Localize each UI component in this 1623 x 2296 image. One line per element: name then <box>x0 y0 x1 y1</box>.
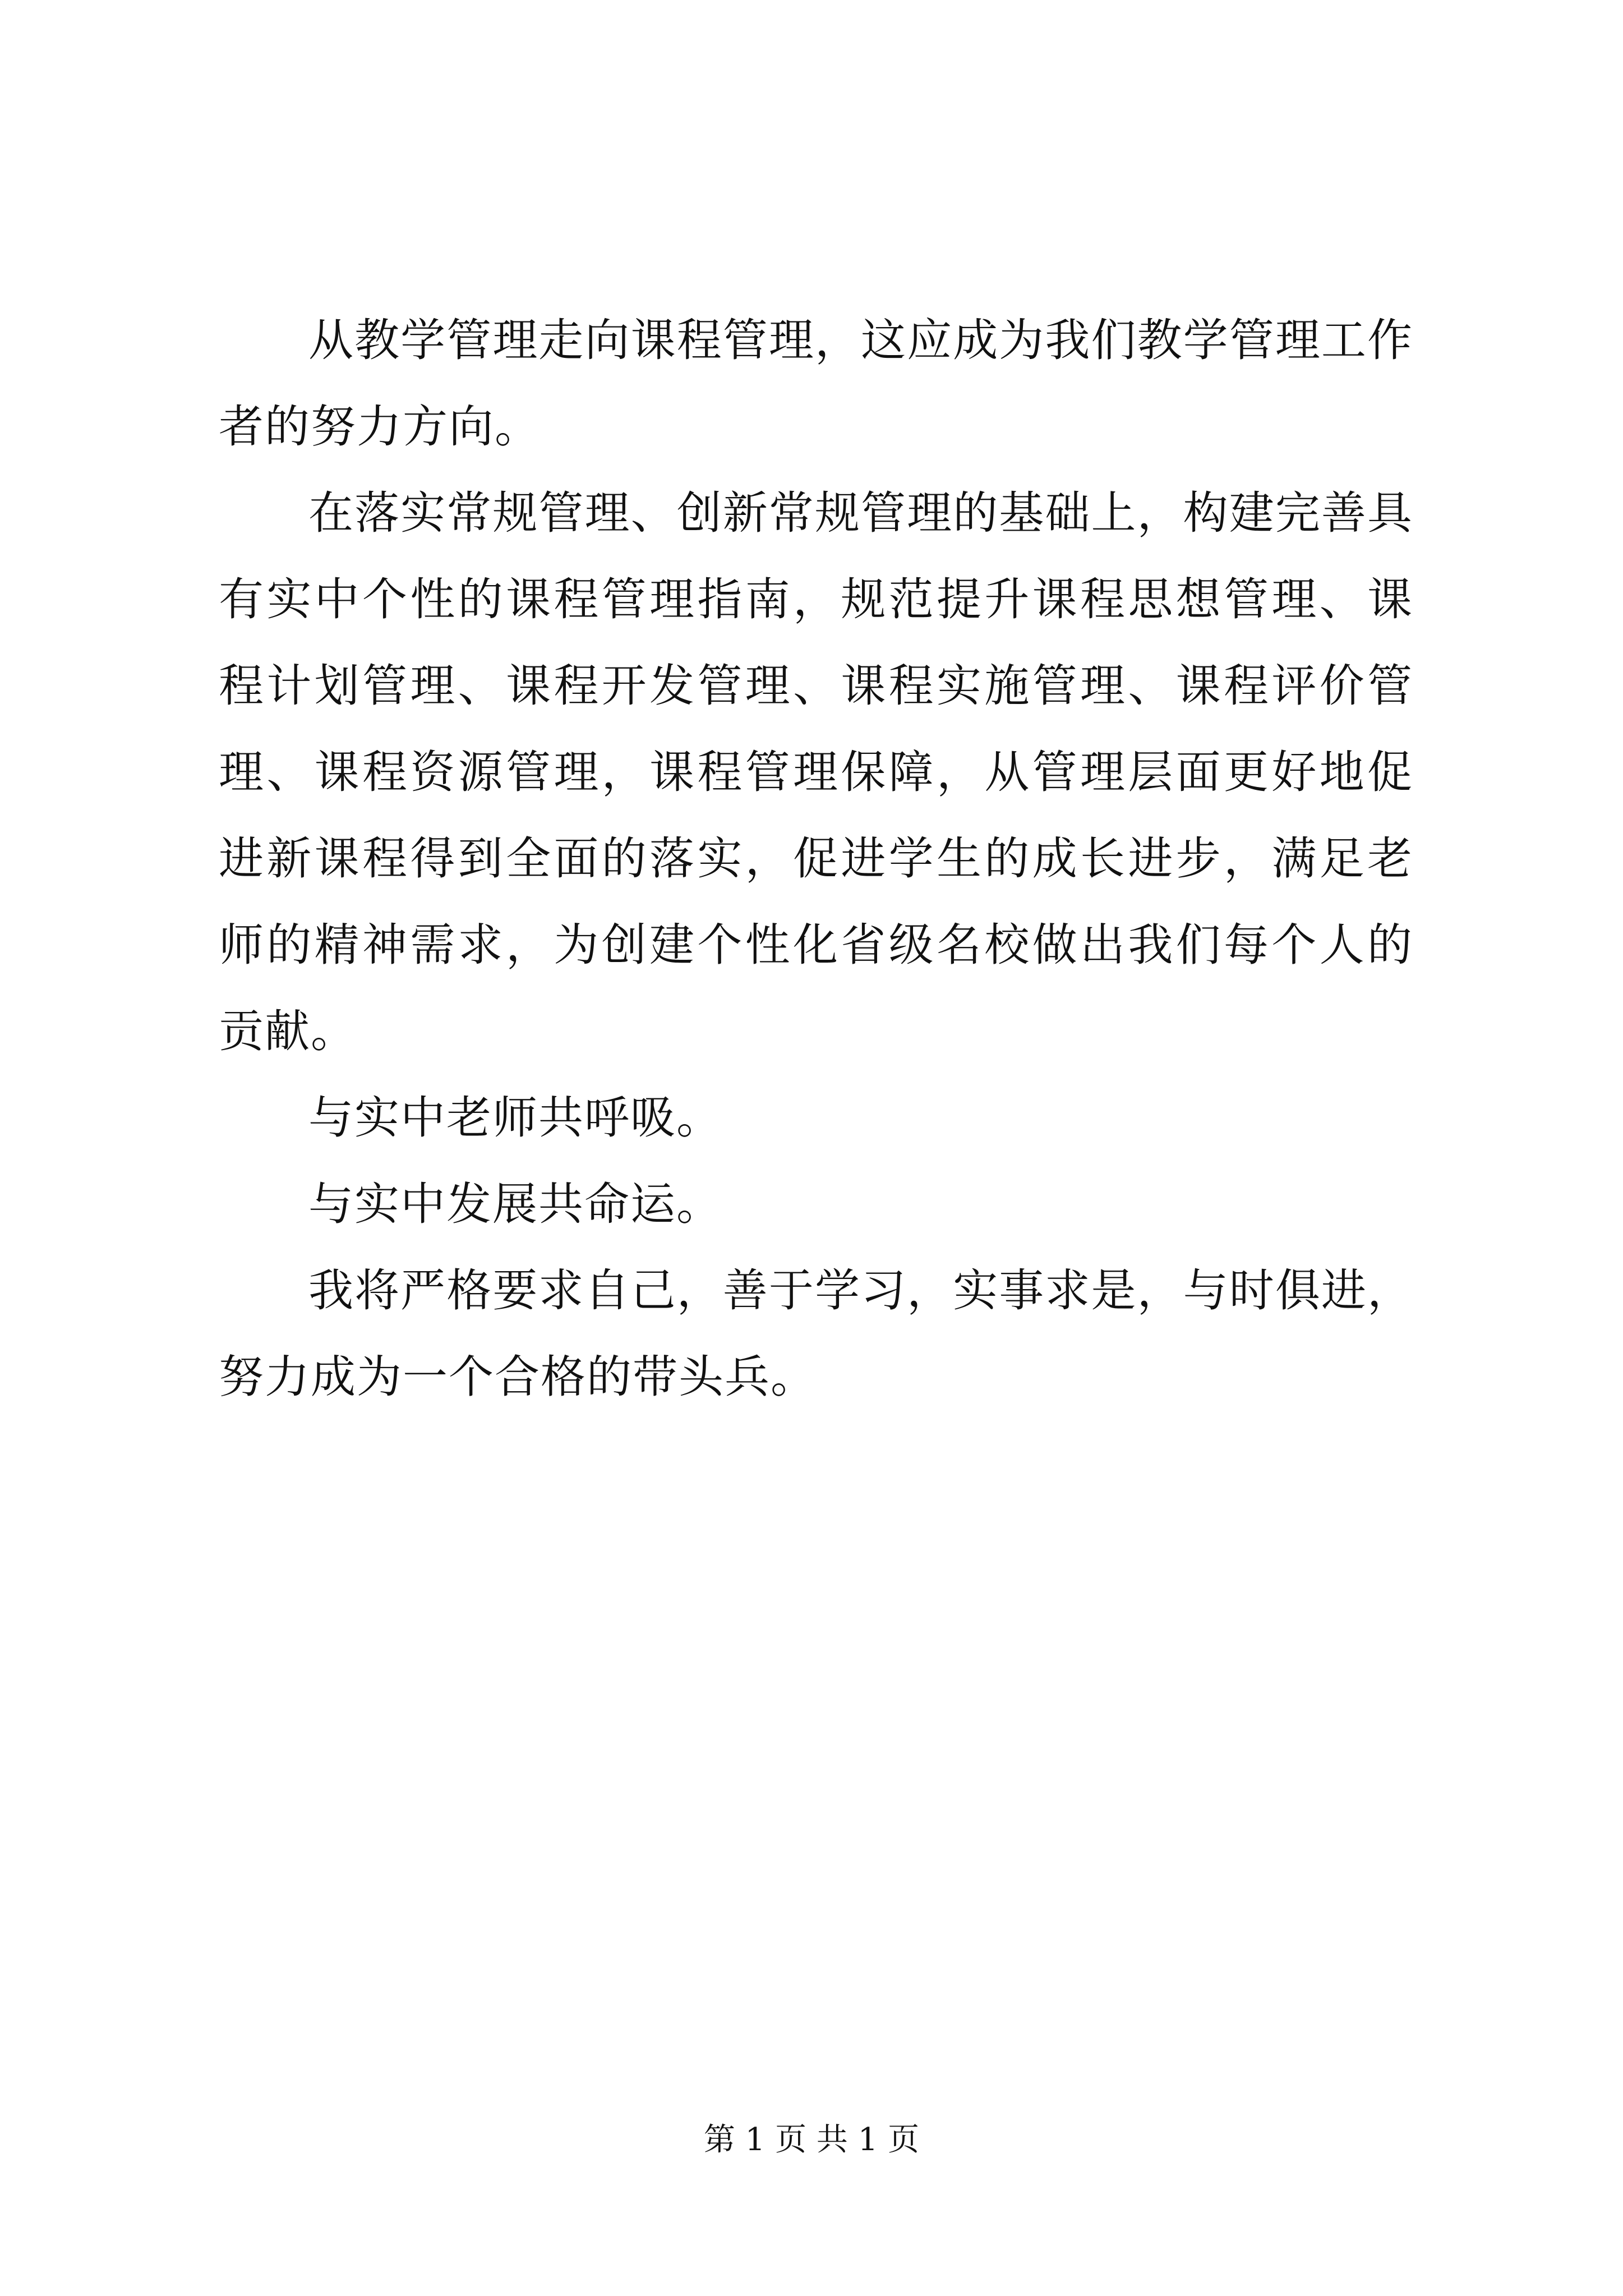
document-body <box>219 297 1413 1420</box>
paragraph-2: 在落实常规管理、创新常规管理的基础上，构建完善具有实中个性的课程管理指南，规范提升课程思想管理、课程计划管理、课程开发管理、课程实施管理、课程评价管理、课程资源管理，课程管理保障，从管理层面更好地促进新课程得到全面的落实，促进学生的成长进步，满足老师的精神需求，为创建个性化省级名校做出我们每个人的贡献。 <box>219 487 1413 1057</box>
paragraph-5: 我将严格要求自己，善于学习，实事求是，与时俱进，努力成为一个合格的带头兵。 <box>219 1264 1413 1403</box>
paragraph-1: 从教学管理走向课程管理，这应成为我们教学管理工作者的努力方向。 <box>219 314 1413 453</box>
page-footer: 第 1 页 共 1 页 <box>703 2122 920 2158</box>
paragraph-4: 与实中发展共命运。 <box>308 1178 722 1230</box>
paragraph-3: 与实中老师共呼吸。 <box>308 1092 722 1144</box>
